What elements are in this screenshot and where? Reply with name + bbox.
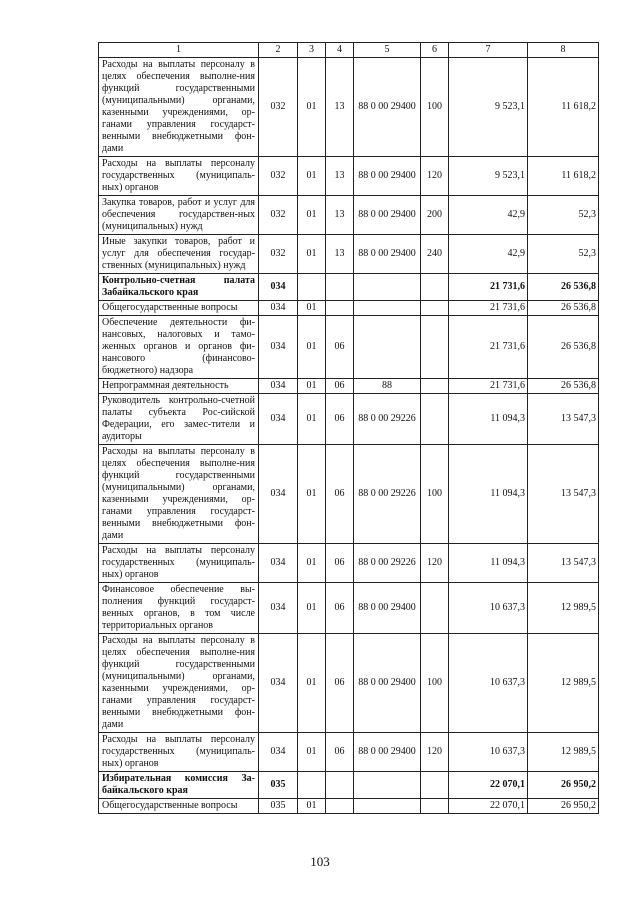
row-name-cell: Иные закупки товаров, работ и услуг для обеспечения государ-ственных (муниципальных) нужд [99, 235, 259, 274]
amount-2-cell: 12 989,5 [528, 634, 599, 733]
subsection-code-cell [326, 772, 354, 799]
ministry-code-cell: 034 [259, 301, 298, 316]
target-code-cell [354, 274, 421, 301]
section-code-cell: 01 [298, 394, 326, 445]
row-name-cell: Расходы на выплаты персоналу государственных (муниципаль-ных) органов [99, 733, 259, 772]
amount-1-cell: 42,9 [449, 196, 528, 235]
row-name-cell: Непрограммная деятельность [99, 379, 259, 394]
amount-1-cell: 42,9 [449, 235, 528, 274]
row-name-cell: Общегосударственные вопросы [99, 799, 259, 814]
amount-2-cell: 13 547,3 [528, 445, 599, 544]
section-code-cell: 01 [298, 301, 326, 316]
amount-2-cell: 52,3 [528, 196, 599, 235]
table-row [99, 733, 599, 772]
subsection-code-cell: 06 [326, 583, 354, 634]
table-row [99, 799, 599, 814]
section-code-cell: 01 [298, 196, 326, 235]
page-number: 103 [310, 854, 330, 869]
subsection-code-cell [326, 799, 354, 814]
ministry-code-cell: 034 [259, 544, 298, 583]
section-code-cell: 01 [298, 634, 326, 733]
section-code-cell: 01 [298, 445, 326, 544]
table-row [99, 274, 599, 301]
header-row [99, 43, 599, 58]
section-code-cell: 01 [298, 316, 326, 379]
amount-2-cell: 26 536,8 [528, 316, 599, 379]
subsection-code-cell: 13 [326, 196, 354, 235]
table-row [99, 445, 599, 544]
row-name-cell: Закупка товаров, работ и услуг для обеспечения государствен-ных (муниципальных) нужд [99, 196, 259, 235]
expense-type-cell: 100 [421, 634, 449, 733]
section-code-cell [298, 274, 326, 301]
subsection-code-cell: 13 [326, 58, 354, 157]
amount-1-cell: 21 731,6 [449, 274, 528, 301]
row-name-cell: Общегосударственные вопросы [99, 301, 259, 316]
amount-2-cell: 11 618,2 [528, 157, 599, 196]
expense-type-cell [421, 772, 449, 799]
expense-type-cell [421, 274, 449, 301]
ministry-code-cell: 034 [259, 379, 298, 394]
amount-2-cell: 26 536,8 [528, 379, 599, 394]
target-code-cell: 88 0 00 29226 [354, 394, 421, 445]
amount-2-cell: 11 618,2 [528, 58, 599, 157]
target-code-cell [354, 799, 421, 814]
ministry-code-cell: 034 [259, 733, 298, 772]
expense-type-cell: 100 [421, 58, 449, 157]
ministry-code-cell: 034 [259, 274, 298, 301]
ministry-code-cell: 032 [259, 196, 298, 235]
target-code-cell [354, 316, 421, 379]
amount-2-cell: 13 547,3 [528, 544, 599, 583]
subsection-code-cell: 06 [326, 379, 354, 394]
section-code-cell: 01 [298, 58, 326, 157]
table-row [99, 544, 599, 583]
amount-2-cell: 12 989,5 [528, 733, 599, 772]
ministry-code-cell: 035 [259, 799, 298, 814]
subsection-code-cell: 06 [326, 394, 354, 445]
table-row [99, 235, 599, 274]
amount-1-cell: 11 094,3 [449, 445, 528, 544]
table-row [99, 196, 599, 235]
ministry-code-cell: 032 [259, 157, 298, 196]
budget-table [98, 42, 599, 814]
amount-1-cell: 21 731,6 [449, 379, 528, 394]
section-code-cell: 01 [298, 544, 326, 583]
amount-1-cell: 11 094,3 [449, 394, 528, 445]
table-row [99, 157, 599, 196]
section-code-cell [298, 772, 326, 799]
header-cell: 6 [421, 43, 449, 58]
expense-type-cell: 200 [421, 196, 449, 235]
target-code-cell: 88 0 00 29400 [354, 634, 421, 733]
header-cell: 7 [449, 43, 528, 58]
amount-1-cell: 10 637,3 [449, 634, 528, 733]
header-cell: 4 [326, 43, 354, 58]
amount-1-cell: 21 731,6 [449, 301, 528, 316]
row-name-cell: Расходы на выплаты персоналу в целях обеспечения выполне-ния функций государственными (муниципальными) органами, казенными учреждениями, ор-ганами управления государст-венными внебюджетными фон-дами [99, 634, 259, 733]
subsection-code-cell: 06 [326, 544, 354, 583]
amount-1-cell: 10 637,3 [449, 733, 528, 772]
target-code-cell: 88 0 00 29400 [354, 733, 421, 772]
amount-1-cell: 10 637,3 [449, 583, 528, 634]
target-code-cell: 88 0 00 29400 [354, 157, 421, 196]
ministry-code-cell: 034 [259, 583, 298, 634]
expense-type-cell [421, 394, 449, 445]
expense-type-cell: 120 [421, 733, 449, 772]
ministry-code-cell: 035 [259, 772, 298, 799]
expense-type-cell [421, 301, 449, 316]
amount-2-cell: 26 536,8 [528, 274, 599, 301]
amount-1-cell: 21 731,6 [449, 316, 528, 379]
table-row [99, 583, 599, 634]
amount-2-cell: 12 989,5 [528, 583, 599, 634]
ministry-code-cell: 034 [259, 394, 298, 445]
ministry-code-cell: 034 [259, 316, 298, 379]
table-row [99, 316, 599, 379]
amount-2-cell: 26 950,2 [528, 772, 599, 799]
row-name-cell: Избирательная комиссия За-байкальского края [99, 772, 259, 799]
ministry-code-cell: 032 [259, 58, 298, 157]
expense-type-cell: 120 [421, 544, 449, 583]
section-code-cell: 01 [298, 235, 326, 274]
row-name-cell: Руководитель контрольно-счетной палаты субъекта Рос-сийской Федерации, его замес-тители и аудиторы [99, 394, 259, 445]
header-cell: 8 [528, 43, 599, 58]
expense-type-cell: 120 [421, 157, 449, 196]
header-cell: 5 [354, 43, 421, 58]
expense-type-cell: 100 [421, 445, 449, 544]
header-cell: 2 [259, 43, 298, 58]
section-code-cell: 01 [298, 799, 326, 814]
target-code-cell [354, 772, 421, 799]
amount-1-cell: 9 523,1 [449, 58, 528, 157]
amount-2-cell: 26 950,2 [528, 799, 599, 814]
table-row [99, 301, 599, 316]
amount-1-cell: 9 523,1 [449, 157, 528, 196]
target-code-cell: 88 0 00 29226 [354, 544, 421, 583]
header-cell: 1 [99, 43, 259, 58]
subsection-code-cell: 06 [326, 316, 354, 379]
subsection-code-cell: 13 [326, 235, 354, 274]
amount-2-cell: 26 536,8 [528, 301, 599, 316]
table-row [99, 634, 599, 733]
target-code-cell [354, 301, 421, 316]
target-code-cell: 88 0 00 29400 [354, 583, 421, 634]
ministry-code-cell: 034 [259, 445, 298, 544]
subsection-code-cell [326, 274, 354, 301]
amount-1-cell: 22 070,1 [449, 799, 528, 814]
subsection-code-cell: 06 [326, 445, 354, 544]
target-code-cell: 88 0 00 29400 [354, 58, 421, 157]
row-name-cell: Расходы на выплаты персоналу государственных (муниципаль-ных) органов [99, 544, 259, 583]
amount-2-cell: 13 547,3 [528, 394, 599, 445]
expense-type-cell: 240 [421, 235, 449, 274]
table-row [99, 379, 599, 394]
expense-type-cell [421, 316, 449, 379]
target-code-cell: 88 [354, 379, 421, 394]
row-name-cell: Расходы на выплаты персоналу государственных (муниципаль-ных) органов [99, 157, 259, 196]
table-row [99, 394, 599, 445]
row-name-cell: Обеспечение деятельности фи-нансовых, налоговых и тамо-женных органов и органов фи-нансового (финансово-бюджетного) надзора [99, 316, 259, 379]
section-code-cell: 01 [298, 157, 326, 196]
target-code-cell: 88 0 00 29400 [354, 235, 421, 274]
section-code-cell: 01 [298, 379, 326, 394]
ministry-code-cell: 032 [259, 235, 298, 274]
subsection-code-cell: 13 [326, 157, 354, 196]
target-code-cell: 88 0 00 29400 [354, 196, 421, 235]
table-row [99, 772, 599, 799]
header-cell: 3 [298, 43, 326, 58]
row-name-cell: Расходы на выплаты персоналу в целях обеспечения выполне-ния функций государственными (муниципальными) органами, казенными учреждениями, ор-ганами управления государст-венными внебюджетными фон-дами [99, 58, 259, 157]
amount-2-cell: 52,3 [528, 235, 599, 274]
expense-type-cell [421, 379, 449, 394]
row-name-cell: Расходы на выплаты персоналу в целях обеспечения выполне-ния функций государственными (муниципальными) органами, казенными учреждениями, ор-ганами управления государст-венными внебюджетными фон-дами [99, 445, 259, 544]
row-name-cell: Финансовое обеспечение вы-полнения функций государст-венных органов, в том числе территориальных органов [99, 583, 259, 634]
row-name-cell: Контрольно-счетная палата Забайкальского края [99, 274, 259, 301]
subsection-code-cell: 06 [326, 733, 354, 772]
amount-1-cell: 11 094,3 [449, 544, 528, 583]
expense-type-cell [421, 583, 449, 634]
subsection-code-cell [326, 301, 354, 316]
section-code-cell: 01 [298, 583, 326, 634]
section-code-cell: 01 [298, 733, 326, 772]
table-row [99, 58, 599, 157]
amount-1-cell: 22 070,1 [449, 772, 528, 799]
subsection-code-cell: 06 [326, 634, 354, 733]
ministry-code-cell: 034 [259, 634, 298, 733]
expense-type-cell [421, 799, 449, 814]
target-code-cell: 88 0 00 29226 [354, 445, 421, 544]
